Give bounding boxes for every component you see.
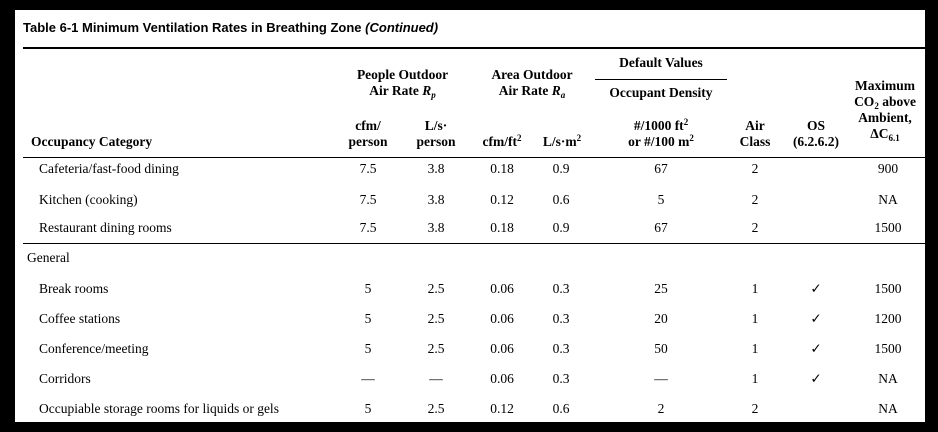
section-rule	[23, 243, 925, 244]
header-os: OS (6.2.6.2)	[792, 118, 840, 149]
cell-ls-person: 3.8	[427, 220, 445, 235]
cell-ls-person: 3.8	[427, 192, 445, 207]
cell-max-co2: 1200	[874, 311, 902, 326]
cell-category: Break rooms	[39, 281, 109, 296]
table-title	[23, 20, 438, 35]
cell-ls-person: 2.5	[427, 341, 445, 356]
cell-cfm-person: 5	[364, 281, 372, 296]
cell-air-class: 1	[751, 371, 759, 386]
cell-ls-m2: 0.6	[552, 192, 570, 207]
header-people-line2: Air Rate $R_p$	[369, 83, 436, 100]
header-ls-m2: $L/s\cdot m^2$	[542, 133, 582, 149]
cell-density: 67	[654, 161, 668, 176]
header-bottom-rule	[23, 157, 925, 158]
cell-density: 67	[654, 220, 668, 235]
cell-ls-m2: 0.9	[552, 161, 570, 176]
cell-density: 20	[654, 311, 668, 326]
cell-category: Coffee stations	[39, 311, 121, 326]
cell-air-class: 2	[751, 220, 759, 235]
cell-max-co2: 1500	[874, 281, 902, 296]
cell-ls-m2: 0.3	[552, 341, 570, 356]
cell-cfm-ft2: 0.18	[490, 161, 514, 176]
cell-max-co2: NA	[878, 192, 898, 207]
cell-max-co2: 900	[877, 161, 899, 176]
cell-max-co2: 1500	[874, 220, 902, 235]
cell-ls-m2: 0.3	[552, 311, 570, 326]
checkmark-icon: ✓	[810, 281, 822, 296]
cell-ls-person: 2.5	[427, 401, 445, 416]
checkmark-icon: ✓	[810, 311, 822, 326]
cell-density: 25	[654, 281, 668, 296]
top-rule	[23, 47, 925, 49]
header-occupant-density: Occupant Density	[609, 85, 713, 100]
cell-ls-person: 3.8	[427, 161, 445, 176]
cell-ls-person: 2.5	[427, 311, 445, 326]
header-max-co2: Maximum $CO_2$ above Ambient, $\Delta C_{6.1}$	[854, 78, 916, 143]
cell-air-class: 2	[751, 161, 759, 176]
checkmark-icon: ✓	[810, 341, 822, 356]
cell-cfm-ft2: 0.06	[490, 371, 514, 386]
cell-cfm-ft2: 0.06	[490, 341, 514, 356]
cell-max-co2: NA	[878, 371, 898, 386]
table-title-main: Table 6-1 Minimum Ventilation Rates in Breathing Zone	[23, 20, 362, 35]
cell-category: Kitchen (cooking)	[39, 192, 138, 207]
section-label-general: General	[27, 250, 70, 265]
cell-cfm-person: 7.5	[359, 161, 377, 176]
header-area-line2: Air Rate $R_a$	[498, 83, 566, 100]
header-ls-person: L/s· person	[416, 118, 456, 149]
cell-max-co2: 1500	[874, 341, 902, 356]
cell-ls-m2: 0.3	[552, 281, 570, 296]
cell-density: 50	[654, 341, 668, 356]
cell-category: Cafeteria/fast-food dining	[39, 161, 179, 176]
cell-cfm-ft2: 0.06	[490, 311, 514, 326]
cell-cfm-person: 7.5	[359, 220, 377, 235]
cell-cfm-ft2: 0.18	[490, 220, 514, 235]
cell-cfm-person: 7.5	[359, 192, 377, 207]
cell-ls-m2: 0.3	[552, 371, 570, 386]
header-cfm-person: cfm/ person	[348, 118, 388, 149]
header-area-outdoor	[475, 67, 589, 99]
header-density-units: #/1000 $ft^2$ or #/100 $m^2$	[628, 117, 694, 149]
header-default-values: Default Values	[619, 55, 703, 70]
header-people-line1: People Outdoor	[356, 67, 449, 82]
cell-category: Occupiable storage rooms for liquids or gels	[39, 401, 279, 416]
cell-cfm-ft2: 0.12	[490, 192, 514, 207]
header-occupancy-category: Occupancy Category	[31, 134, 153, 149]
cell-cfm-person: 5	[364, 401, 372, 416]
table-title-continued: (Continued)	[365, 20, 439, 35]
cell-cfm-person: 5	[364, 311, 372, 326]
cell-category: Conference/meeting	[39, 341, 149, 356]
cell-category: Corridors	[39, 371, 91, 386]
cell-air-class: 2	[751, 192, 759, 207]
cell-ls-person: —	[429, 371, 443, 386]
cell-air-class: 1	[751, 281, 759, 296]
header-people-outdoor	[335, 67, 470, 99]
checkmark-icon: ✓	[810, 371, 822, 386]
cell-cfm-person: 5	[364, 341, 372, 356]
header-area-line1: Area Outdoor	[491, 67, 573, 82]
header-air-class: Air Class	[739, 118, 771, 149]
cell-air-class: 1	[751, 341, 759, 356]
cell-ls-m2: 0.9	[552, 220, 570, 235]
header-cfm-ft2: cfm/$ft^2$	[482, 133, 522, 149]
cell-ls-m2: 0.6	[552, 401, 570, 416]
cell-category: Restaurant dining rooms	[39, 220, 172, 235]
cell-density: —	[654, 371, 668, 386]
cell-ls-person: 2.5	[427, 281, 445, 296]
cell-cfm-person: —	[361, 371, 375, 386]
cell-air-class: 2	[751, 401, 759, 416]
cell-density: 2	[657, 401, 665, 416]
cell-cfm-ft2: 0.12	[490, 401, 514, 416]
table-page	[15, 10, 925, 422]
cell-air-class: 1	[751, 311, 759, 326]
default-values-rule	[595, 79, 727, 80]
cell-density: 5	[657, 192, 665, 207]
cell-max-co2: NA	[878, 401, 898, 416]
cell-cfm-ft2: 0.06	[490, 281, 514, 296]
